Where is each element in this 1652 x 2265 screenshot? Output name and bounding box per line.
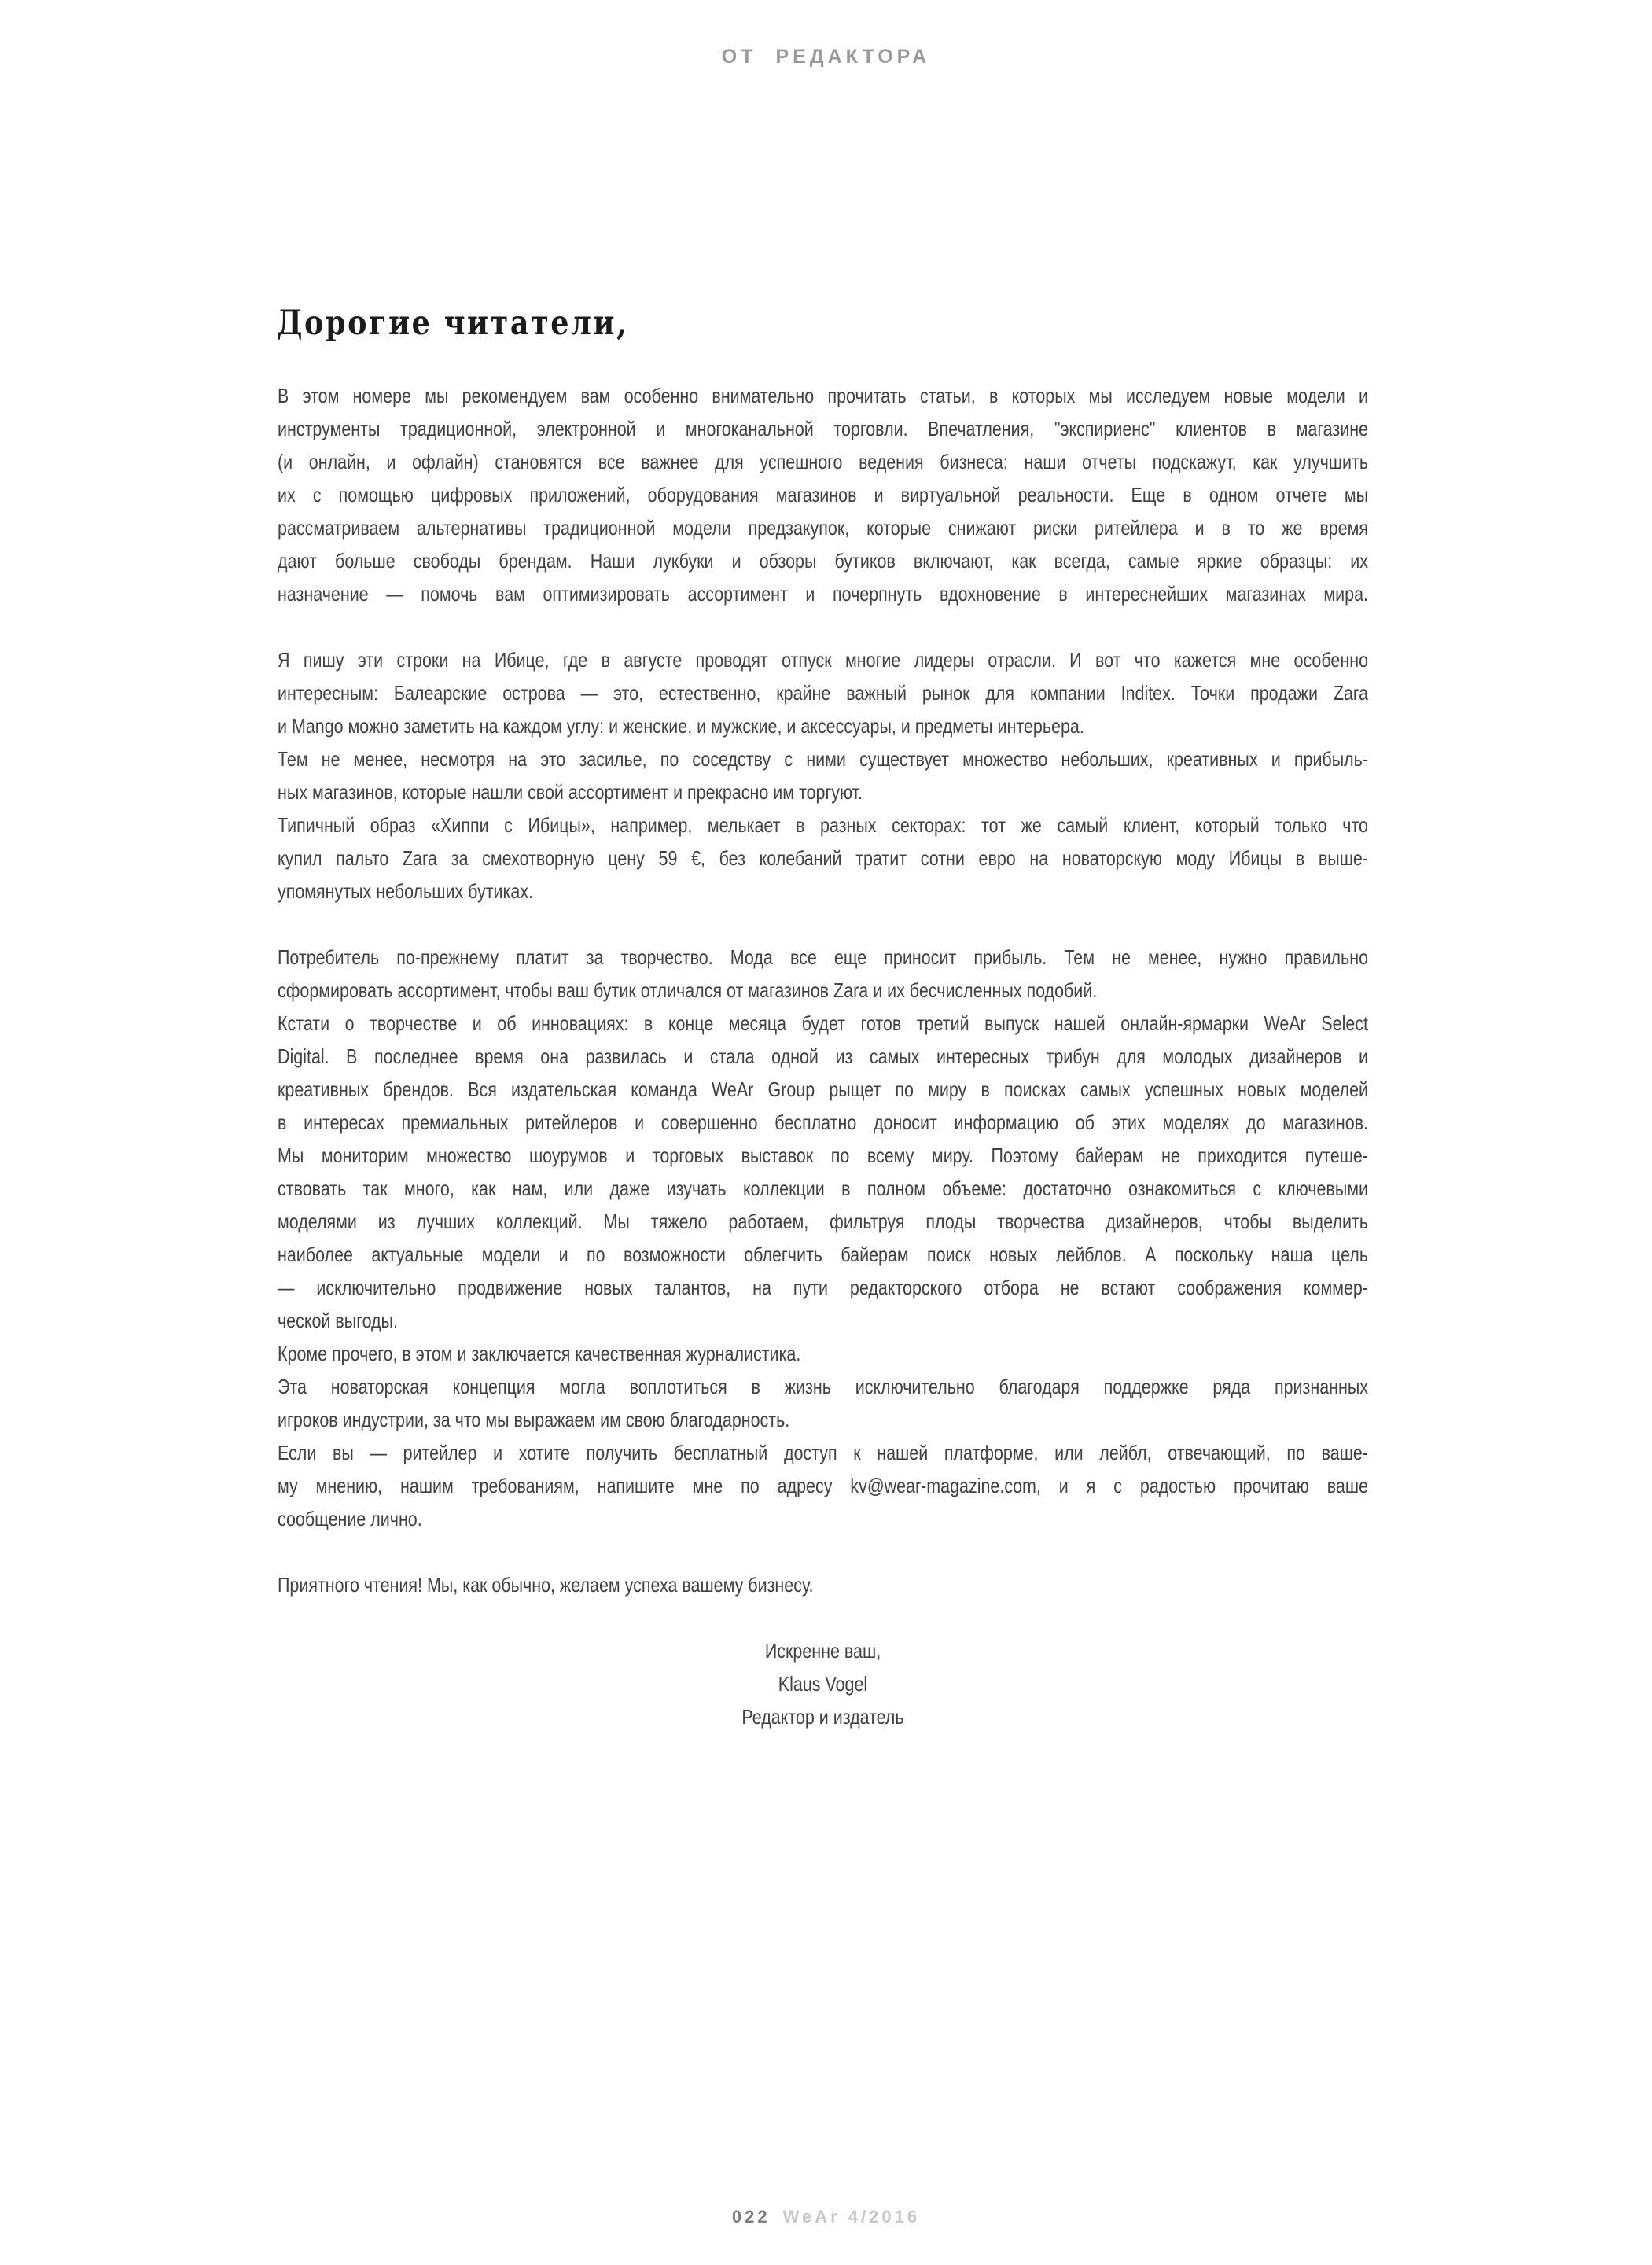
text-line: инструменты традиционной, электронной и многоканальной торговли. Впечатления, "экспириенс" клиентов в магазине — [278, 417, 1369, 440]
text-line: Типичный образ «Хиппи с Ибицы», например, мелькает в разных секторах: тот же самый клиент, который только что — [278, 813, 1369, 837]
text-line: и Mango можно заметить на каждом углу: и женские, и мужские, и аксессуары, и предметы интерьера. — [278, 714, 1084, 738]
text-line: интересным: Балеарские острова — это, естественно, крайне важный рынок для компании Inditex. Точки продажи Zara — [278, 681, 1369, 705]
text-line: назначение — помочь вам оптимизировать ассортимент и почерпнуть вдохновение в интереснейших магазинах мира. — [278, 582, 1369, 606]
text-line: в интересах премиальных ритейлеров и совершенно бесплатно доносит информацию об этих моделях до магазинов. — [278, 1110, 1369, 1134]
page-title: Дорогие читатели, — [277, 304, 629, 343]
text-line: Потребитель по-прежнему платит за творчество. Мода все еще приносит прибыль. Тем не менее, нужно правильно — [278, 945, 1369, 969]
signature-line: Искренне ваш, — [764, 1639, 881, 1663]
text-line: Digital. В последнее время она развилась и стала одной из самых интересных трибун для молодых дизайнеров и — [278, 1044, 1369, 1068]
section-label: ОТ РЕДАКТОРА — [721, 46, 931, 68]
text-line: купил пальто Zara за смехотворную цену 59 €, без колебаний тратит сотни евро на новаторскую моду Ибицы в выше- — [278, 846, 1369, 870]
signature-line: Редактор и издатель — [741, 1705, 904, 1729]
text-line: ствовать так много, как нам, или даже изучать коллекции в полном объеме: достаточно ознакомиться с ключевыми — [278, 1177, 1369, 1200]
text-line: Эта новаторская концепция могла воплотиться в жизнь исключительно благодаря поддержке ряда признанных — [278, 1375, 1369, 1398]
text-line: дают больше свободы брендам. Наши лукбуки и обзоры бутиков включают, как всегда, самые яркие образцы: их — [278, 549, 1369, 573]
text-line: (и онлайн, и офлайн) становятся все важнее для успешного ведения бизнеса: наши отчеты подскажут, как улучшить — [278, 450, 1369, 473]
text-line: Кроме прочего, в этом и заключается качественная журналистика. — [278, 1342, 801, 1365]
paragraph-gap — [278, 1601, 1368, 1634]
text-line: Приятного чтения! Мы, как обычно, желаем успеха вашему бизнесу. — [278, 1573, 814, 1597]
text-line: Мы мониторим множество шоурумов и торговых выставок по всему миру. Поэтому байерам не приходится путеше- — [278, 1144, 1369, 1167]
text-line: креативных брендов. Вся издательская команда WeAr Group рыщет по миру в поисках самых успешных новых моделей — [278, 1077, 1369, 1101]
page-footer — [0, 2207, 1652, 2227]
paragraph-gap — [278, 610, 1368, 643]
text-line: — исключительно продвижение новых талантов, на пути редакторского отбора не встают соображения коммер- — [278, 1276, 1369, 1299]
text-line: Тем не менее, несмотря на это засилье, по соседству с ними существует множество небольших, креативных и прибыль- — [278, 747, 1369, 771]
paragraph-gap — [278, 1535, 1368, 1568]
page-number: 022 — [731, 2207, 771, 2226]
issue-label: WeAr 4/2016 — [782, 2207, 921, 2226]
signature-line: Klaus Vogel — [778, 1672, 868, 1696]
text-line: му мнению, нашим требованиям, напишите мне по адресу kv@wear-magazine.com, и я с радостью прочитаю ваше — [278, 1474, 1369, 1497]
text-line: рассматриваем альтернативы традиционной модели предзакупок, которые снижают риски ритейлера и в то же время — [278, 516, 1369, 540]
page-title-wrap — [277, 302, 628, 344]
text-line: упомянутых небольших бутиках. — [278, 879, 534, 903]
text-line: В этом номере мы рекомендуем вам особенно внимательно прочитать статьи, в которых мы исследуем новые модели и — [278, 384, 1369, 407]
text-line: игроков индустрии, за что мы выражаем им свою благодарность. — [278, 1408, 790, 1431]
text-line: Я пишу эти строки на Ибице, где в августе проводят отпуск многие лидеры отрасли. И вот что кажется мне особенно — [278, 648, 1369, 672]
text-line: Если вы — ритейлер и хотите получить бесплатный доступ к нашей платформе, или лейбл, отвечающий, по ваше- — [278, 1441, 1369, 1464]
text-line: сообщение лично. — [278, 1507, 422, 1530]
text-line: ных магазинов, которые нашли свой ассортимент и прекрасно им торгуют. — [278, 780, 863, 804]
paragraph-gap — [278, 908, 1368, 941]
text-line: ческой выгоды. — [278, 1309, 398, 1332]
text-line: Кстати о творчестве и об инновациях: в конце месяца будет готов третий выпуск нашей онлайн-ярмарки WeAr Select — [278, 1011, 1369, 1035]
text-line: моделями из лучших коллекций. Мы тяжело работаем, фильтруя плоды творчества дизайнеров, чтобы выделить — [278, 1210, 1369, 1233]
text-line: сформировать ассортимент, чтобы ваш бутик отличался от магазинов Zara и их бесчисленных подобий. — [278, 978, 1098, 1002]
body-text — [278, 379, 1368, 1733]
text-line: их с помощью цифровых приложений, оборудования магазинов и виртуальной реальности. Еще в одном отчете мы — [278, 483, 1369, 506]
text-line: наиболее актуальные модели и по возможности облегчить байерам поиск новых лейблов. А поскольку наша цель — [278, 1243, 1369, 1266]
